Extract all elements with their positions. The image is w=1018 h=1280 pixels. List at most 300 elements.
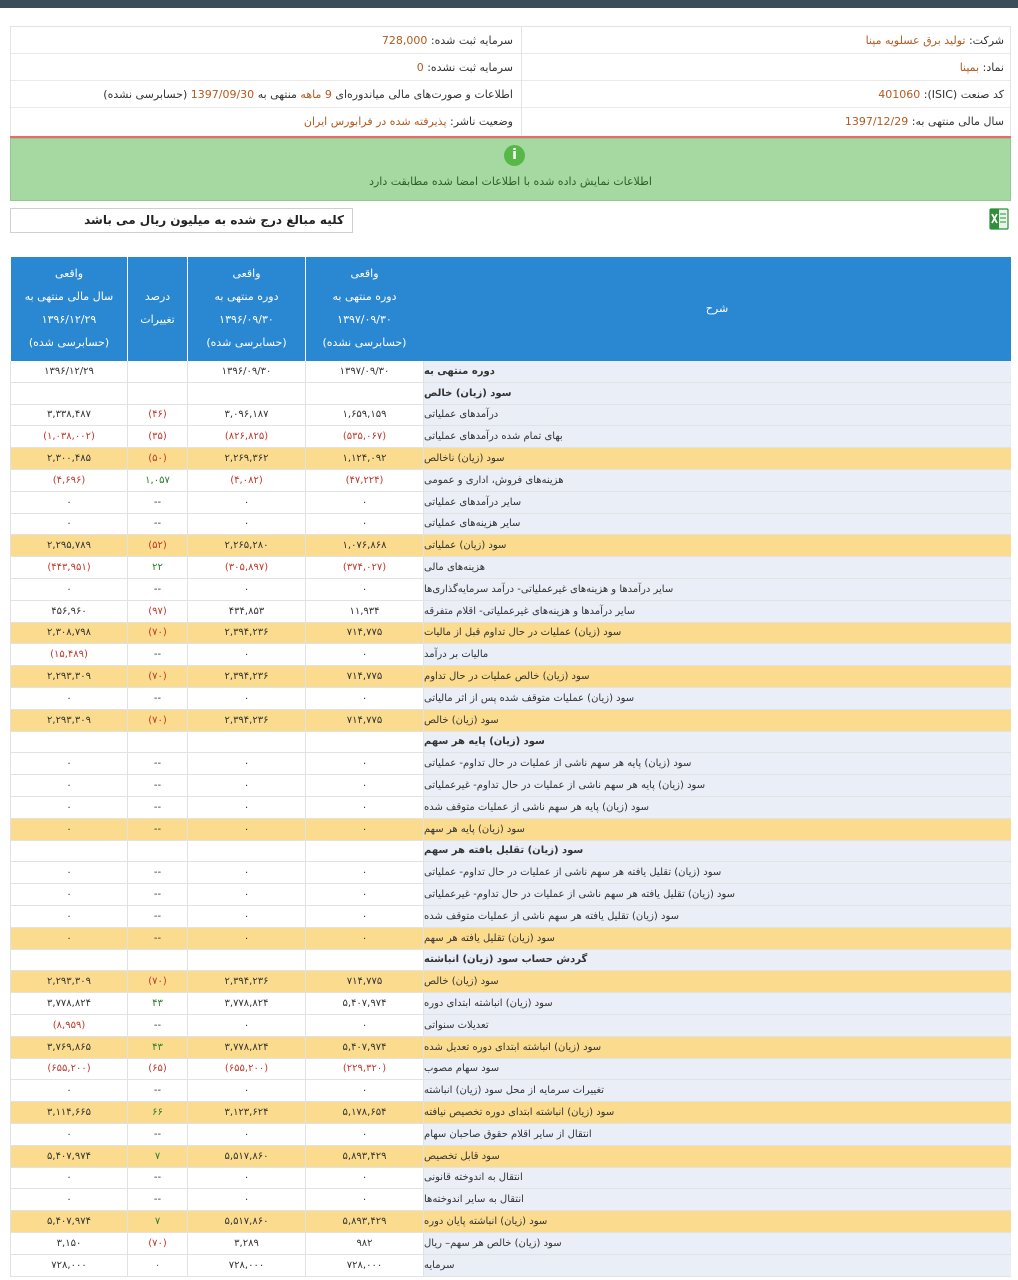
cell-fiscal-year: [10, 732, 127, 753]
table-row: [10, 1255, 1011, 1277]
cell-fiscal-year: ۲,۲۹۳,۳۰۹: [10, 666, 127, 687]
amount-unit-notice: کلیه مبالغ درج شده به میلیون ریال می باشد: [10, 208, 353, 233]
table-row: [10, 470, 1011, 492]
cell-period-1397: ۱,۰۷۶,۸۶۸: [305, 535, 423, 556]
cell-period-1396: ۱۳۹۶/۰۹/۳۰: [187, 361, 305, 382]
cell-change-percent: --: [127, 753, 187, 774]
cell-period-1396: ۲,۲۶۹,۳۶۲: [187, 448, 305, 469]
cell-fiscal-year: ۲,۲۹۳,۳۰۹: [10, 971, 127, 992]
cell-period-1397: ۱۳۹۷/۰۹/۳۰: [305, 361, 423, 382]
cell-period-1397: ۰: [305, 928, 423, 949]
table-row: [10, 1124, 1011, 1146]
cell-period-1396: ۳,۷۷۸,۸۲۴: [187, 1037, 305, 1058]
table-row: [10, 971, 1011, 993]
cell-period-1396: (۳۰۵,۸۹۷): [187, 557, 305, 578]
capital-value: 728,000: [381, 34, 428, 47]
cell-change-percent: [127, 732, 187, 753]
cell-description: سایر درآمدها و هزینه‌های غیرعملیاتی- درآمد سرمایه‌گذاری‌ها: [423, 579, 1011, 600]
cell-description: سود (زیان) خالص: [423, 710, 1011, 731]
cell-description: سرمایه: [423, 1255, 1011, 1276]
header-line: دوره منتهی به: [332, 290, 397, 303]
cell-fiscal-year: ۰: [10, 775, 127, 796]
cell-change-percent: [127, 841, 187, 862]
company-cell: [521, 27, 1010, 54]
cell-period-1396: ۳,۰۹۶,۱۸۷: [187, 405, 305, 426]
fiscal-year-value: 1397/12/29: [844, 115, 909, 128]
cell-period-1396: ۰: [187, 753, 305, 774]
cell-period-1396: ۳,۷۷۸,۸۲۴: [187, 993, 305, 1014]
cell-description: تعدیلات سنواتی: [423, 1015, 1011, 1036]
cell-fiscal-year: ۳,۳۳۸,۴۸۷: [10, 405, 127, 426]
cell-period-1397: ۰: [305, 1080, 423, 1101]
cell-period-1397: ۰: [305, 862, 423, 883]
cell-change-percent: (۷۰): [127, 666, 187, 687]
cell-change-percent: (۵۰): [127, 448, 187, 469]
table-row: [10, 950, 1011, 972]
report-mid: منتهی به: [257, 88, 297, 101]
info-row-2: [11, 54, 1010, 81]
cell-period-1397: ۱,۶۵۹,۱۵۹: [305, 405, 423, 426]
header-change-percent: [127, 257, 187, 361]
table-row: [10, 1233, 1011, 1255]
cell-fiscal-year: ۰: [10, 797, 127, 818]
table-row: [10, 819, 1011, 841]
cell-period-1397: (۳۷۴,۰۲۷): [305, 557, 423, 578]
cell-period-1397: [305, 950, 423, 971]
table-row: [10, 1037, 1011, 1059]
cell-description: انتقال به اندوخته قانونی: [423, 1168, 1011, 1189]
cell-period-1396: ۰: [187, 797, 305, 818]
header-line: واقعی: [232, 267, 261, 280]
isic-cell: [521, 81, 1010, 108]
cell-fiscal-year: ۰: [10, 906, 127, 927]
cell-period-1396: ۰: [187, 579, 305, 600]
cell-period-1396: ۲,۳۹۴,۲۳۶: [187, 971, 305, 992]
table-row: [10, 535, 1011, 557]
cell-description: سود (زیان) عملیات در حال تداوم قبل از مالیات: [423, 623, 1011, 644]
cell-period-1397: ۰: [305, 1124, 423, 1145]
cell-description: سود (زیان) تقلیل یافته هر سهم ناشی از عملیات در حال تداوم- غیرعملیاتی: [423, 884, 1011, 905]
cell-change-percent: --: [127, 884, 187, 905]
table-row: [10, 644, 1011, 666]
cell-change-percent: --: [127, 1015, 187, 1036]
cell-description: سود (زیان) ناخالص: [423, 448, 1011, 469]
publisher-status-value: پذیرفته شده در فرابورس ایران: [303, 115, 447, 128]
cell-period-1396: ۰: [187, 775, 305, 796]
cell-period-1397: ۰: [305, 688, 423, 709]
cell-change-percent: (۷۰): [127, 623, 187, 644]
cell-fiscal-year: ۲,۲۹۳,۳۰۹: [10, 710, 127, 731]
cell-description: سود (زیان) انباشته ابتدای دوره: [423, 993, 1011, 1014]
header-line: ۱۳۹۶/۱۲/۲۹: [41, 313, 97, 326]
cell-period-1397: ۰: [305, 514, 423, 535]
cell-fiscal-year: ۲,۲۹۵,۷۸۹: [10, 535, 127, 556]
table-row: [10, 1102, 1011, 1124]
table-row: [10, 1015, 1011, 1037]
cell-period-1396: ۰: [187, 862, 305, 883]
cell-period-1396: ۰: [187, 492, 305, 513]
cell-period-1397: ۷۱۴,۷۷۵: [305, 666, 423, 687]
cell-description: سود (زیان) خالص عملیات در حال تداوم: [423, 666, 1011, 687]
table-row: [10, 579, 1011, 601]
publisher-status-cell: [10, 108, 521, 135]
cell-period-1397: ۵,۱۷۸,۶۵۴: [305, 1102, 423, 1123]
cell-fiscal-year: ۱۳۹۶/۱۲/۲۹: [10, 361, 127, 382]
cell-fiscal-year: ۰: [10, 753, 127, 774]
cell-change-percent: --: [127, 688, 187, 709]
table-row: [10, 841, 1011, 863]
cell-description: هزینه‌های فروش، اداری و عمومی: [423, 470, 1011, 491]
cell-period-1397: ۵,۴۰۷,۹۷۴: [305, 1037, 423, 1058]
header-description: [423, 257, 1011, 361]
cell-fiscal-year: ۰: [10, 819, 127, 840]
cell-description: تغییرات سرمایه از محل سود (زیان) انباشته: [423, 1080, 1011, 1101]
cell-fiscal-year: ۰: [10, 928, 127, 949]
cell-description: سایر درآمدها و هزینه‌های غیرعملیاتی- اقلام متفرقه: [423, 601, 1011, 622]
symbol-cell: [521, 54, 1010, 81]
cell-change-percent: (۵۲): [127, 535, 187, 556]
info-icon: i: [504, 145, 525, 166]
cell-change-percent: ۴۳: [127, 1037, 187, 1058]
cell-change-percent: --: [127, 1080, 187, 1101]
symbol-value[interactable]: بمپنا: [959, 61, 980, 74]
cell-description: گردش حساب سود (زیان) انباشته: [423, 950, 1011, 971]
cell-period-1396: ۲,۳۹۴,۲۳۶: [187, 623, 305, 644]
cell-period-1397: ۰: [305, 492, 423, 513]
cell-description: سود قابل تخصیص: [423, 1146, 1011, 1167]
cell-period-1396: ۲,۳۹۴,۲۳۶: [187, 710, 305, 731]
cell-fiscal-year: [10, 950, 127, 971]
cell-description: سود (زیان) انباشته ابتدای دوره تخصیص نیافته: [423, 1102, 1011, 1123]
cell-fiscal-year: ۰: [10, 514, 127, 535]
cell-change-percent: ۰: [127, 1255, 187, 1276]
cell-period-1396: ۳,۲۸۹: [187, 1233, 305, 1254]
cell-period-1396: ۰: [187, 1080, 305, 1101]
cell-fiscal-year: ۰: [10, 1168, 127, 1189]
table-row: [10, 383, 1011, 405]
table-row: [10, 557, 1011, 579]
table-row: [10, 688, 1011, 710]
cell-period-1397: ۰: [305, 753, 423, 774]
cell-period-1396: ۰: [187, 1124, 305, 1145]
cell-description: انتقال به سایر اندوخته‌ها: [423, 1189, 1011, 1210]
company-label: شرکت:: [968, 34, 1004, 47]
cell-fiscal-year: ۰: [10, 862, 127, 883]
cell-period-1397: ۰: [305, 906, 423, 927]
cell-description: سود (زیان) عملیاتی: [423, 535, 1011, 556]
cell-period-1397: [305, 841, 423, 862]
table-row: [10, 862, 1011, 884]
cell-description: سایر درآمدهای عملیاتی: [423, 492, 1011, 513]
cell-period-1397: ۷۱۴,۷۷۵: [305, 623, 423, 644]
table-header: [10, 257, 1011, 361]
cell-fiscal-year: ۰: [10, 492, 127, 513]
table-row: [10, 1059, 1011, 1081]
cell-change-percent: [127, 361, 187, 382]
cell-period-1397: ۰: [305, 884, 423, 905]
cell-description: سود (زیان) انباشته پایان دوره: [423, 1211, 1011, 1232]
cell-description: انتقال از سایر اقلام حقوق صاحبان سهام: [423, 1124, 1011, 1145]
cell-fiscal-year: (۶۵۵,۲۰۰): [10, 1059, 127, 1080]
table-row: [10, 492, 1011, 514]
cell-period-1396: ۲,۲۶۵,۲۸۰: [187, 535, 305, 556]
cell-change-percent: --: [127, 862, 187, 883]
cell-period-1397: ۰: [305, 819, 423, 840]
report-period: 9 ماهه: [300, 88, 332, 101]
cell-period-1397: ۵,۸۹۳,۴۲۹: [305, 1146, 423, 1167]
cell-period-1396: [187, 383, 305, 404]
cell-period-1397: [305, 732, 423, 753]
cell-period-1396: ۵,۵۱۷,۸۶۰: [187, 1211, 305, 1232]
cell-period-1397: ۰: [305, 797, 423, 818]
cell-fiscal-year: ۰: [10, 884, 127, 905]
cell-period-1397: ۷۱۴,۷۷۵: [305, 971, 423, 992]
unregistered-capital-value: 0: [416, 61, 424, 74]
symbol-label: نماد:: [982, 61, 1004, 74]
cell-description: بهای تمام شده درآمدهای عملیاتی: [423, 426, 1011, 447]
table-row: [10, 928, 1011, 950]
cell-period-1396: ۰: [187, 1015, 305, 1036]
header-period-1397: [305, 257, 423, 361]
cell-period-1396: ۷۲۸,۰۰۰: [187, 1255, 305, 1276]
cell-change-percent: ۲۲: [127, 557, 187, 578]
cell-period-1396: ۰: [187, 688, 305, 709]
cell-period-1396: [187, 841, 305, 862]
unregistered-capital-cell: [10, 54, 521, 81]
cell-period-1396: ۰: [187, 819, 305, 840]
cell-description: سود (زیان) خالص: [423, 971, 1011, 992]
cell-change-percent: ۱,۰۵۷: [127, 470, 187, 491]
header-line: واقعی: [54, 267, 84, 280]
cell-period-1397: ۵,۴۰۷,۹۷۴: [305, 993, 423, 1014]
isic-value: 401060: [878, 88, 921, 101]
cell-fiscal-year: ۵,۴۰۷,۹۷۴: [10, 1146, 127, 1167]
cell-change-percent: --: [127, 514, 187, 535]
cell-change-percent: [127, 383, 187, 404]
cell-description: سود (زیان) تقلیل یافته هر سهم: [423, 841, 1011, 862]
info-row-4: [11, 108, 1010, 135]
cell-description: سود (زیان) پایه هر سهم ناشی از عملیات متوقف شده: [423, 797, 1011, 818]
cell-change-percent: --: [127, 1189, 187, 1210]
cell-change-percent: (۷۰): [127, 971, 187, 992]
capital-label: سرمایه ثبت شده:: [430, 34, 513, 47]
table-row: [10, 710, 1011, 732]
alert-text: اطلاعات نمایش داده شده با اطلاعات امضا شده مطابقت دارد: [369, 175, 652, 188]
header-line: ۱۳۹۶/۰۹/۳۰: [219, 313, 274, 326]
cell-period-1396: [187, 732, 305, 753]
top-bar: [0, 0, 1018, 8]
cell-change-percent: ۶۶: [127, 1102, 187, 1123]
cell-description: سود (زیان) تقلیل یافته هر سهم ناشی از عملیات در حال تداوم- عملیاتی: [423, 862, 1011, 883]
cell-description: سود (زیان) خالص: [423, 383, 1011, 404]
table-row: [10, 993, 1011, 1015]
cell-change-percent: ۷: [127, 1146, 187, 1167]
cell-period-1396: ۴۳۴,۸۵۳: [187, 601, 305, 622]
cell-period-1397: ۱۱,۹۳۴: [305, 601, 423, 622]
cell-period-1397: ۷۱۴,۷۷۵: [305, 710, 423, 731]
company-info-panel: [10, 26, 1011, 137]
verification-alert: [10, 138, 1011, 201]
cell-change-percent: --: [127, 775, 187, 796]
cell-change-percent: --: [127, 1124, 187, 1145]
cell-period-1396: ۳,۱۲۳,۶۲۴: [187, 1102, 305, 1123]
cell-change-percent: --: [127, 797, 187, 818]
cell-change-percent: (۹۷): [127, 601, 187, 622]
table-row: [10, 666, 1011, 688]
table-row: [10, 1211, 1011, 1233]
table-row: [10, 906, 1011, 928]
cell-change-percent: --: [127, 579, 187, 600]
cell-period-1396: ۰: [187, 644, 305, 665]
cell-fiscal-year: ۰: [10, 1189, 127, 1210]
cell-fiscal-year: [10, 383, 127, 404]
cell-period-1396: ۰: [187, 906, 305, 927]
header-line: واقعی: [350, 267, 379, 280]
table-row: [10, 623, 1011, 645]
cell-period-1397: [305, 383, 423, 404]
cell-description: سود (زیان) خالص هر سهم– ریال: [423, 1233, 1011, 1254]
cell-change-percent: --: [127, 906, 187, 927]
cell-fiscal-year: ۳,۱۵۰: [10, 1233, 127, 1254]
cell-fiscal-year: (۴۴۳,۹۵۱): [10, 557, 127, 578]
header-line: (حسابرسی شده): [206, 336, 287, 349]
info-row-1: [11, 27, 1010, 54]
cell-period-1396: ۰: [187, 884, 305, 905]
cell-period-1397: ۵,۸۹۳,۴۲۹: [305, 1211, 423, 1232]
cell-period-1397: (۲۲۹,۳۲۰): [305, 1059, 423, 1080]
cell-change-percent: --: [127, 928, 187, 949]
cell-fiscal-year: (۸,۹۵۹): [10, 1015, 127, 1036]
company-value[interactable]: تولید برق عسلویه مپنا: [865, 34, 966, 47]
table-row: [10, 732, 1011, 754]
cell-fiscal-year: ۴۵۶,۹۶۰: [10, 601, 127, 622]
cell-fiscal-year: (۱۵,۴۸۹): [10, 644, 127, 665]
header-line: شرح: [705, 302, 729, 315]
cell-fiscal-year: (۱,۰۳۸,۰۰۲): [10, 426, 127, 447]
header-line: (حسابرسی نشده): [322, 336, 407, 349]
cell-period-1396: ۵,۵۱۷,۸۶۰: [187, 1146, 305, 1167]
capital-cell: [10, 27, 521, 54]
table-row: [10, 514, 1011, 536]
cell-change-percent: --: [127, 644, 187, 665]
publisher-status-label: وضعیت ناشر:: [450, 115, 513, 128]
table-row: [10, 405, 1011, 427]
cell-description: سود (زیان) تقلیل یافته هر سهم ناشی از عملیات متوقف شده: [423, 906, 1011, 927]
cell-period-1396: (۸۲۶,۸۲۵): [187, 426, 305, 447]
header-line: ۱۳۹۷/۰۹/۳۰: [337, 313, 392, 326]
cell-change-percent: ۴۳: [127, 993, 187, 1014]
cell-description: درآمدهای عملیاتی: [423, 405, 1011, 426]
table-row: [10, 426, 1011, 448]
cell-period-1397: ۱,۱۲۴,۰۹۲: [305, 448, 423, 469]
cell-description: سود (زیان) پایه هر سهم: [423, 732, 1011, 753]
cell-period-1397: ۹۸۲: [305, 1233, 423, 1254]
info-row-3: [11, 81, 1010, 108]
cell-fiscal-year: ۰: [10, 1124, 127, 1145]
table-row: [10, 361, 1011, 383]
cell-period-1396: ۰: [187, 514, 305, 535]
cell-fiscal-year: [10, 841, 127, 862]
cell-description: دوره منتهی به: [423, 361, 1011, 382]
cell-period-1396: ۰: [187, 1189, 305, 1210]
cell-period-1397: ۰: [305, 579, 423, 600]
cell-period-1396: (۶۵۵,۲۰۰): [187, 1059, 305, 1080]
cell-period-1397: ۰: [305, 644, 423, 665]
table-row: [10, 775, 1011, 797]
cell-change-percent: [127, 950, 187, 971]
cell-description: سود (زیان) تقلیل یافته هر سهم: [423, 928, 1011, 949]
cell-period-1397: ۰: [305, 1015, 423, 1036]
fiscal-year-cell: [521, 108, 1010, 135]
cell-fiscal-year: ۳,۷۶۹,۸۶۵: [10, 1037, 127, 1058]
table-row: [10, 753, 1011, 775]
cell-fiscal-year: ۳,۷۷۸,۸۲۴: [10, 993, 127, 1014]
cell-description: سود (زیان) پایه هر سهم ناشی از عملیات در حال تداوم- غیرعملیاتی: [423, 775, 1011, 796]
table-row: [10, 884, 1011, 906]
table-row: [10, 1168, 1011, 1190]
table-row: [10, 1146, 1011, 1168]
cell-period-1397: ۰: [305, 775, 423, 796]
cell-period-1397: ۰: [305, 1168, 423, 1189]
cell-fiscal-year: ۵,۴۰۷,۹۷۴: [10, 1211, 127, 1232]
cell-fiscal-year: ۲,۳۰۸,۷۹۸: [10, 623, 127, 644]
cell-change-percent: --: [127, 1168, 187, 1189]
table-row: [10, 1189, 1011, 1211]
cell-change-percent: (۶۵): [127, 1059, 187, 1080]
header-line: تغییرات: [140, 313, 175, 326]
report-suffix: (حسابرسی نشده): [103, 88, 188, 101]
cell-change-percent: (۴۶): [127, 405, 187, 426]
header-line: (حسابرسی شده): [28, 336, 110, 349]
header-fiscal-year: [10, 257, 127, 361]
cell-change-percent: (۷۰): [127, 1233, 187, 1254]
cell-change-percent: --: [127, 492, 187, 513]
unregistered-capital-label: سرمایه ثبت نشده:: [427, 61, 513, 74]
cell-description: هزینه‌های مالی: [423, 557, 1011, 578]
cell-fiscal-year: ۰: [10, 1080, 127, 1101]
isic-label: کد صنعت (ISIC):: [923, 88, 1004, 101]
fiscal-year-label: سال مالی منتهی به:: [911, 115, 1004, 128]
cell-period-1397: ۷۲۸,۰۰۰: [305, 1255, 423, 1276]
cell-period-1396: ۲,۳۹۴,۲۳۶: [187, 666, 305, 687]
cell-change-percent: ۷: [127, 1211, 187, 1232]
table-row: [10, 601, 1011, 623]
cell-fiscal-year: ۰: [10, 688, 127, 709]
cell-change-percent: --: [127, 819, 187, 840]
excel-export-icon[interactable]: [988, 208, 1010, 230]
cell-description: سود (زیان) عملیات متوقف شده پس از اثر مالیاتی: [423, 688, 1011, 709]
header-line: دوره منتهی به: [214, 290, 279, 303]
table-row: [10, 448, 1011, 470]
table-row: [10, 797, 1011, 819]
header-line: درصد: [144, 290, 171, 303]
cell-period-1397: (۵۳۵,۰۶۷): [305, 426, 423, 447]
header-period-1396: [187, 257, 305, 361]
cell-period-1396: ۰: [187, 1168, 305, 1189]
cell-description: سود سهام مصوب: [423, 1059, 1011, 1080]
cell-change-percent: (۳۵): [127, 426, 187, 447]
report-prefix: اطلاعات و صورت‌های مالی میاندوره‌ای: [335, 88, 513, 101]
cell-fiscal-year: ۲,۳۰۰,۴۸۵: [10, 448, 127, 469]
cell-fiscal-year: (۴,۶۹۶): [10, 470, 127, 491]
cell-description: سود (زیان) انباشته ابتدای دوره تعدیل شده: [423, 1037, 1011, 1058]
cell-fiscal-year: ۳,۱۱۴,۶۶۵: [10, 1102, 127, 1123]
cell-description: سود (زیان) پایه هر سهم: [423, 819, 1011, 840]
cell-period-1397: (۴۷,۲۲۴): [305, 470, 423, 491]
cell-fiscal-year: ۷۲۸,۰۰۰: [10, 1255, 127, 1276]
header-line: سال مالی منتهی به: [24, 290, 114, 303]
cell-period-1396: ۰: [187, 928, 305, 949]
